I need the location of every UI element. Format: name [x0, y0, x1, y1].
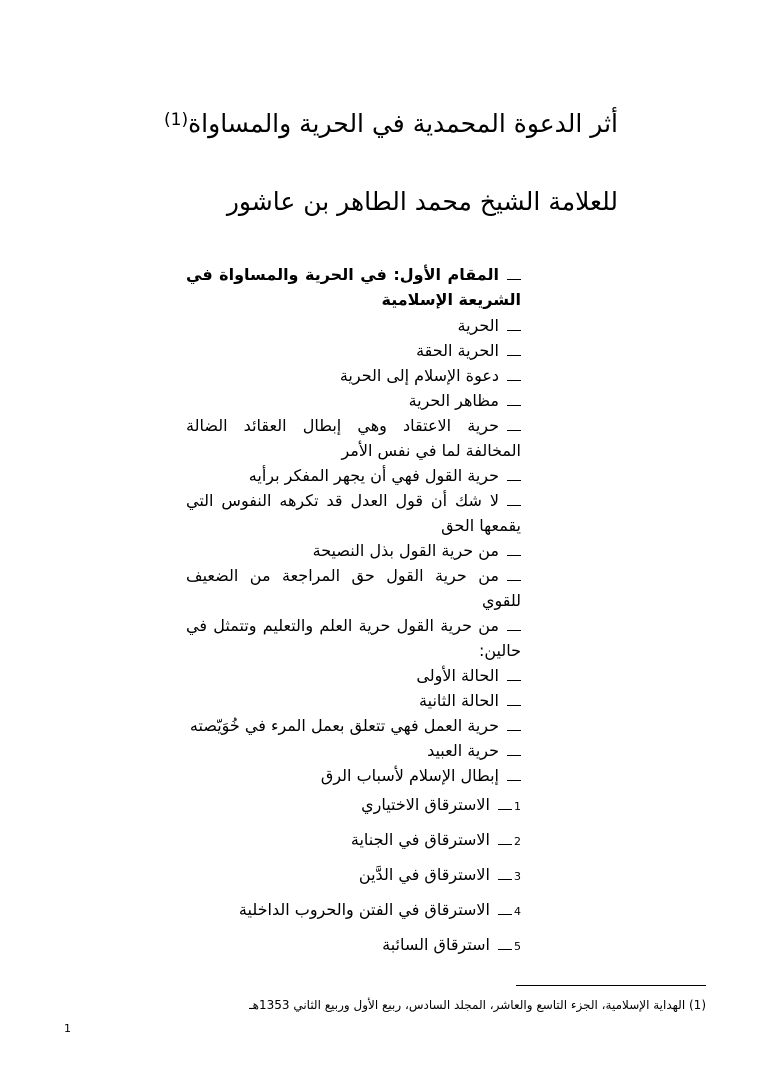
dash-marker	[507, 570, 521, 581]
dash-marker	[507, 545, 521, 556]
dash-marker	[507, 269, 521, 280]
list-item: إبطال الإسلام لأسباب الرق	[186, 763, 521, 788]
numbered-item: 4الاسترقاق في الفتن والحروب الداخلية	[238, 900, 521, 919]
dash-marker	[507, 320, 521, 331]
dash-marker	[507, 745, 521, 756]
dash-marker	[507, 395, 521, 406]
dash-marker	[507, 620, 521, 631]
section-heading: المقام الأول: في الحرية والمساواة في الشريعة الإسلامية	[186, 265, 521, 309]
list-item: حرية العبيد	[186, 738, 521, 763]
numbered-item: 5استرقاق السائبة	[382, 935, 521, 954]
numbered-item: 3الاسترقاق في الدَّين	[358, 865, 521, 884]
dash-marker	[507, 695, 521, 706]
list-item: مظاهر الحرية	[186, 388, 521, 413]
list-item: حرية العمل فهي تتعلق بعمل المرء في خُوَيّصته	[186, 713, 521, 738]
list-item: حرية القول فهي أن يجهر المفكر برأيه	[186, 463, 521, 488]
dash-marker	[507, 370, 521, 381]
list-item: من حرية القول حق المراجعة من الضعيف للقوي	[186, 566, 521, 610]
dash-marker	[498, 939, 512, 950]
title-footnote-ref: (1)	[163, 110, 189, 130]
dash-marker	[498, 834, 512, 845]
dash-marker	[507, 670, 521, 681]
title-text: أثر الدعوة المحمدية في الحرية والمساواة	[188, 109, 618, 138]
dash-marker	[498, 869, 512, 880]
dash-marker	[507, 420, 521, 431]
dash-marker	[498, 904, 512, 915]
footnote: (1) الهداية الإسلامية، الجزء التاسع والعاشر، المجلد السادس، ربيع الأول وربيع الثاني 1353هـ	[249, 998, 706, 1012]
author-line: للعلامة الشيخ محمد الطاهر بن عاشور	[226, 187, 618, 216]
dash-marker	[507, 720, 521, 731]
list-item: دعوة الإسلام إلى الحرية	[186, 363, 521, 388]
page-title	[138, 100, 618, 144]
dash-marker	[507, 770, 521, 781]
list-item: الحرية	[186, 313, 521, 338]
dash-marker	[507, 495, 521, 506]
list-item: لا شك أن قول العدل قد تكرهه النفوس التي يقمعها الحق	[186, 491, 521, 535]
list-item: الحرية الحقة	[186, 338, 521, 363]
dash-marker	[507, 345, 521, 356]
dash-marker	[507, 470, 521, 481]
dash-marker	[498, 799, 512, 810]
footnote-separator	[516, 985, 706, 986]
list-item: حرية الاعتقاد وهي إبطال العقائد الضالة المخالفة لما في نفس الأمر	[186, 416, 521, 460]
list-item: من حرية القول حرية العلم والتعليم وتتمثل في حالين:	[186, 616, 521, 660]
page-number: 1	[64, 1022, 71, 1035]
list-item: الحالة الثانية	[186, 688, 521, 713]
numbered-item: 2الاسترقاق في الجناية	[350, 830, 521, 849]
contents-list	[186, 262, 521, 963]
numbered-item: 1الاسترقاق الاختياري	[361, 795, 521, 814]
list-item: الحالة الأولى	[186, 663, 521, 688]
list-item: من حرية القول بذل النصيحة	[186, 538, 521, 563]
